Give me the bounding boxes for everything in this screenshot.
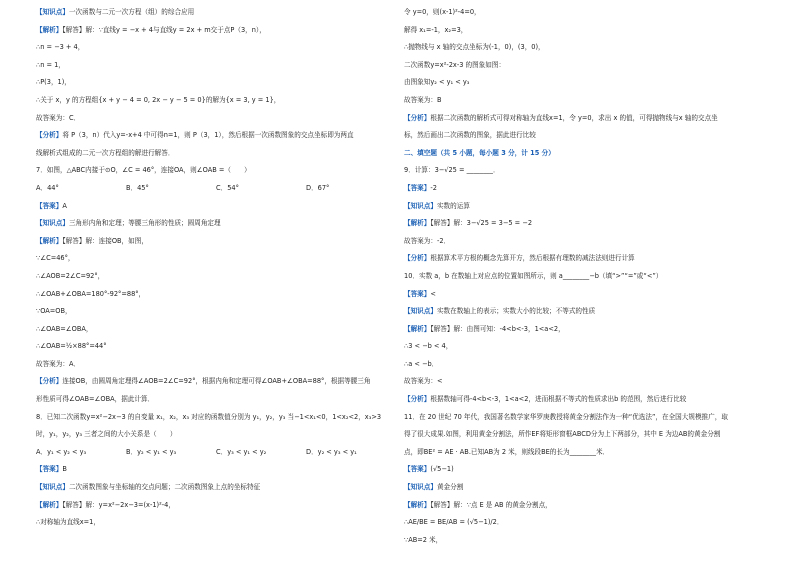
line-text: 将 P（3，n）代入y=-x+4 中可得n=1，则 P（3，1），然后根据一次函数图象的交点坐标即为两直 (62, 131, 354, 140)
text-line (404, 96, 766, 104)
text-line (36, 483, 396, 491)
text-line (404, 202, 766, 210)
text-line (36, 78, 396, 86)
line-text: ∵OA=OB， (36, 307, 72, 316)
line-text: ∴3 < −b < 4， (404, 342, 453, 351)
section-tag: 【答案】 (36, 201, 63, 210)
section-tag: 【答案】 (404, 289, 431, 298)
text-line (36, 342, 396, 350)
answer-option: A．y₁ < y₂ < y₃ (36, 447, 87, 456)
text-line (36, 272, 396, 280)
line-text: 一次函数与二元一次方程（组）的综合应用 (68, 8, 195, 16)
line-text: 【解答】解：3−√25 = 3−5 = −2 (430, 219, 533, 228)
line-text: B (62, 465, 67, 474)
line-text: ∵∠C=46°， (36, 254, 75, 263)
text-line (36, 413, 396, 421)
section-tag: 【分析】 (36, 377, 63, 386)
text-line (36, 149, 396, 157)
section-tag: 【知识点】 (404, 201, 437, 210)
section-tag: 【答案】 (36, 465, 63, 474)
line-text: 得了很大成果.如图，利用黄金分割法，所作EF将矩形窗框ABCD分为上下两部分，其中 E 为边AB的黄金分割 (404, 430, 721, 439)
text-line (36, 131, 396, 139)
section-tag: 【解析】 (36, 25, 63, 34)
line-text: 三角形内角和定理；等腰三角形的性质；圆周角定理 (68, 219, 221, 228)
text-line (36, 237, 396, 245)
text-line (36, 307, 396, 315)
text-line (404, 43, 766, 51)
section-tag: 【知识点】 (36, 483, 69, 492)
text-line (404, 166, 766, 174)
text-line (404, 536, 766, 544)
section-tag: 【分析】 (36, 131, 63, 140)
text-line (404, 61, 766, 69)
text-line (36, 465, 396, 473)
line-text: ∴关于 x，y 的方程组{x + y − 4 = 0, 2x − y − 5 = 0}的解为{x = 3, y = 1}， (36, 95, 281, 104)
line-text: A (62, 201, 67, 210)
section-tag: 【知识点】 (36, 8, 69, 16)
section-tag: 【答案】 (404, 183, 431, 192)
text-line (404, 518, 766, 526)
line-text: ∵AB=2 米， (404, 535, 443, 544)
section-tag: 【解析】 (404, 219, 431, 228)
line-text: 故答案为：C． (36, 113, 81, 122)
text-line (404, 290, 766, 298)
answer-option: A．44° (36, 183, 59, 192)
line-text: 7．如图，△ABC内接于⊙O，∠C = 46°，连接OA，则∠OAB =（ ） (36, 166, 251, 175)
line-text: 故答案为：< (404, 377, 443, 386)
text-line (404, 501, 766, 509)
text-line (404, 360, 766, 368)
section-tag: 【答案】 (404, 465, 431, 474)
left-column (36, 8, 396, 536)
text-line (404, 395, 766, 403)
line-text: 故答案为：-2． (404, 236, 451, 245)
text-line (404, 78, 766, 86)
line-text: 黄金分割 (436, 483, 464, 492)
text-line (36, 360, 396, 368)
line-text: 故答案为：B (404, 95, 442, 104)
section-tag: 【解析】 (36, 236, 63, 245)
text-line (404, 413, 766, 421)
text-line (36, 254, 396, 262)
line-text: ∴P(3，1)， (36, 78, 71, 87)
line-text: 9．计算：3−√25 = ________． (404, 166, 500, 175)
text-line (36, 61, 396, 69)
text-line (404, 325, 766, 333)
line-text: 线解析式组成的二元一次方程组的解进行解答． (36, 148, 175, 157)
answer-options (36, 448, 396, 456)
text-line (36, 96, 396, 104)
line-text: 【解答】解：由图可知：-4<b<-3，1<a<2， (430, 324, 565, 333)
line-text: 根据算术平方根的概念先算开方，然后根据有理数的减法法则进行计算 (430, 254, 635, 263)
line-text: -2 (430, 183, 437, 192)
text-line (404, 26, 766, 34)
answer-option: B．y₂ < y₁ < y₃ (126, 447, 177, 456)
text-line (404, 184, 766, 192)
section-tag: 【分析】 (404, 395, 431, 404)
line-text: 令 y=0，则(x-1)²-4=0， (404, 8, 481, 16)
text-line (36, 518, 396, 526)
line-text: 标，然后画出二次函数的图象，据此进行比较 (404, 131, 536, 140)
line-text: ∴n = 1， (36, 60, 65, 69)
text-line (404, 131, 766, 139)
text-line (36, 8, 396, 16)
text-line (404, 483, 766, 491)
line-text: 故答案为：A． (36, 359, 81, 368)
section-tag: 【解析】 (36, 500, 63, 509)
line-text: ∴∠AOB=2∠C=92°， (36, 271, 105, 280)
section-tag: 【解析】 (404, 500, 431, 509)
text-line (404, 8, 766, 16)
text-line (36, 26, 396, 34)
answer-options (36, 184, 396, 192)
line-text: 时，y₁，y₂，y₃ 三者之间的大小关系是（ ） (36, 430, 177, 439)
line-text: 实数在数轴上的表示；实数大小的比较；不等式的性质 (436, 307, 596, 316)
text-line (36, 219, 396, 227)
line-text: ∴n = −3 + 4， (36, 43, 85, 52)
line-text: 根据数轴可得-4<b<-3，1<a<2，进而根据不等式的性质求出b 的范围，然后进行比较 (430, 395, 687, 404)
answer-option: C．54° (216, 183, 239, 192)
line-text: 二次函数图象与坐标轴的交点问题；二次函数图象上点的坐标特征 (68, 483, 261, 492)
text-line (36, 325, 396, 333)
line-text: 10．实数 a，b 在数轴上对应点的位置如图所示，则 a________−b（填“>”“=”或“<”） (404, 271, 663, 280)
section-tag: 【知识点】 (404, 307, 437, 316)
text-line (404, 448, 766, 456)
section-heading: 二、填空题（共 5 小题，每小题 3 分，计 15 分） (404, 148, 555, 157)
line-text: 【解答】解：∵直线y = −x + 4与直线y = 2x + m交于点P（3，n）， (62, 25, 266, 34)
text-line (404, 342, 766, 350)
line-text: ∴∠OAB=∠OBA， (36, 324, 93, 333)
text-line (404, 149, 766, 157)
text-line (404, 114, 766, 122)
line-text: 【解答】解：y=x²−2x−3=(x-1)²-4， (62, 500, 175, 509)
text-line (36, 501, 396, 509)
text-line (404, 237, 766, 245)
text-line (36, 377, 396, 385)
answer-option: C．y₃ < y₁ < y₂ (216, 447, 267, 456)
line-text: 点，即BE² = AE · AB.已知AB为 2 米，则线段BE的长为________米． (404, 447, 610, 456)
line-text: ∴a < −b． (404, 359, 439, 368)
line-text: 根据二次函数的解析式可得对称轴为直线x=1，令 y=0，求出 x 的值，可得抛物线与x 轴的交点坐 (430, 113, 718, 122)
right-column (404, 8, 766, 553)
text-line (404, 272, 766, 280)
line-text: 11．在 20 世纪 70 年代，我国著名数学家华罗庚教授将黄金分割法作为一种“优选法”，在全国大规模推广，取 (404, 412, 728, 421)
text-line (36, 114, 396, 122)
line-text: 【解答】解：∵点 E 是 AB 的黄金分割点， (430, 500, 552, 509)
text-line (36, 43, 396, 51)
line-text: ∴∠OAB=½×88°=44° (36, 342, 107, 351)
text-line (36, 202, 396, 210)
text-line (36, 395, 396, 403)
line-text: ∴对称轴为直线x=1， (36, 518, 100, 527)
section-tag: 【知识点】 (36, 219, 69, 228)
text-line (36, 430, 396, 438)
line-text: 连接OB，由圆周角定理得∠AOB=2∠C=92°，根据内角和定理可得∠OAB+∠OBA=88°，根据等腰三角 (62, 377, 371, 386)
line-text: 形性质可得∠OAB=∠OBA，据此计算． (36, 395, 155, 404)
section-tag: 【分析】 (404, 113, 431, 122)
text-line (36, 166, 396, 174)
line-text: 二次函数y=x²-2x-3 的图象如图： (404, 60, 506, 69)
line-text: 实数的运算 (436, 201, 470, 210)
text-line (404, 219, 766, 227)
text-line (36, 290, 396, 298)
text-line (404, 307, 766, 315)
line-text: 【解答】解：连接OB，如图， (62, 236, 148, 245)
answer-option: D．y₂ < y₃ < y₁ (306, 447, 357, 456)
section-tag: 【解析】 (404, 324, 431, 333)
section-tag: 【分析】 (404, 254, 431, 263)
text-line (404, 377, 766, 385)
answer-option: B．45° (126, 183, 149, 192)
text-line (404, 430, 766, 438)
line-text: ∴AE/BE = BE/AB = (√5−1)/2． (404, 518, 504, 527)
text-line (404, 254, 766, 262)
text-line (404, 465, 766, 473)
line-text: ∴抛物线与 x 轴的交点坐标为(-1，0)，(3，0)， (404, 43, 545, 52)
answer-option: D．67° (306, 183, 330, 192)
section-tag: 【知识点】 (404, 483, 437, 492)
line-text: (√5−1) (430, 465, 454, 474)
line-text: 解得 x₁=-1，x₂=3， (404, 25, 468, 34)
line-text: 8．已知二次函数y=x²−2x−3 的自变量 x₁，x₂，x₃ 对应的函数值分别为 y₁，y₂，y₃ 当−1<x₁<0，1<x₂<2，x₃>3 (36, 412, 382, 421)
line-text: < (430, 289, 436, 298)
line-text: 由图象知y₂ < y₁ < y₃ (404, 78, 470, 87)
line-text: ∴∠OAB+∠OBA=180°-92°=88°， (36, 289, 146, 298)
